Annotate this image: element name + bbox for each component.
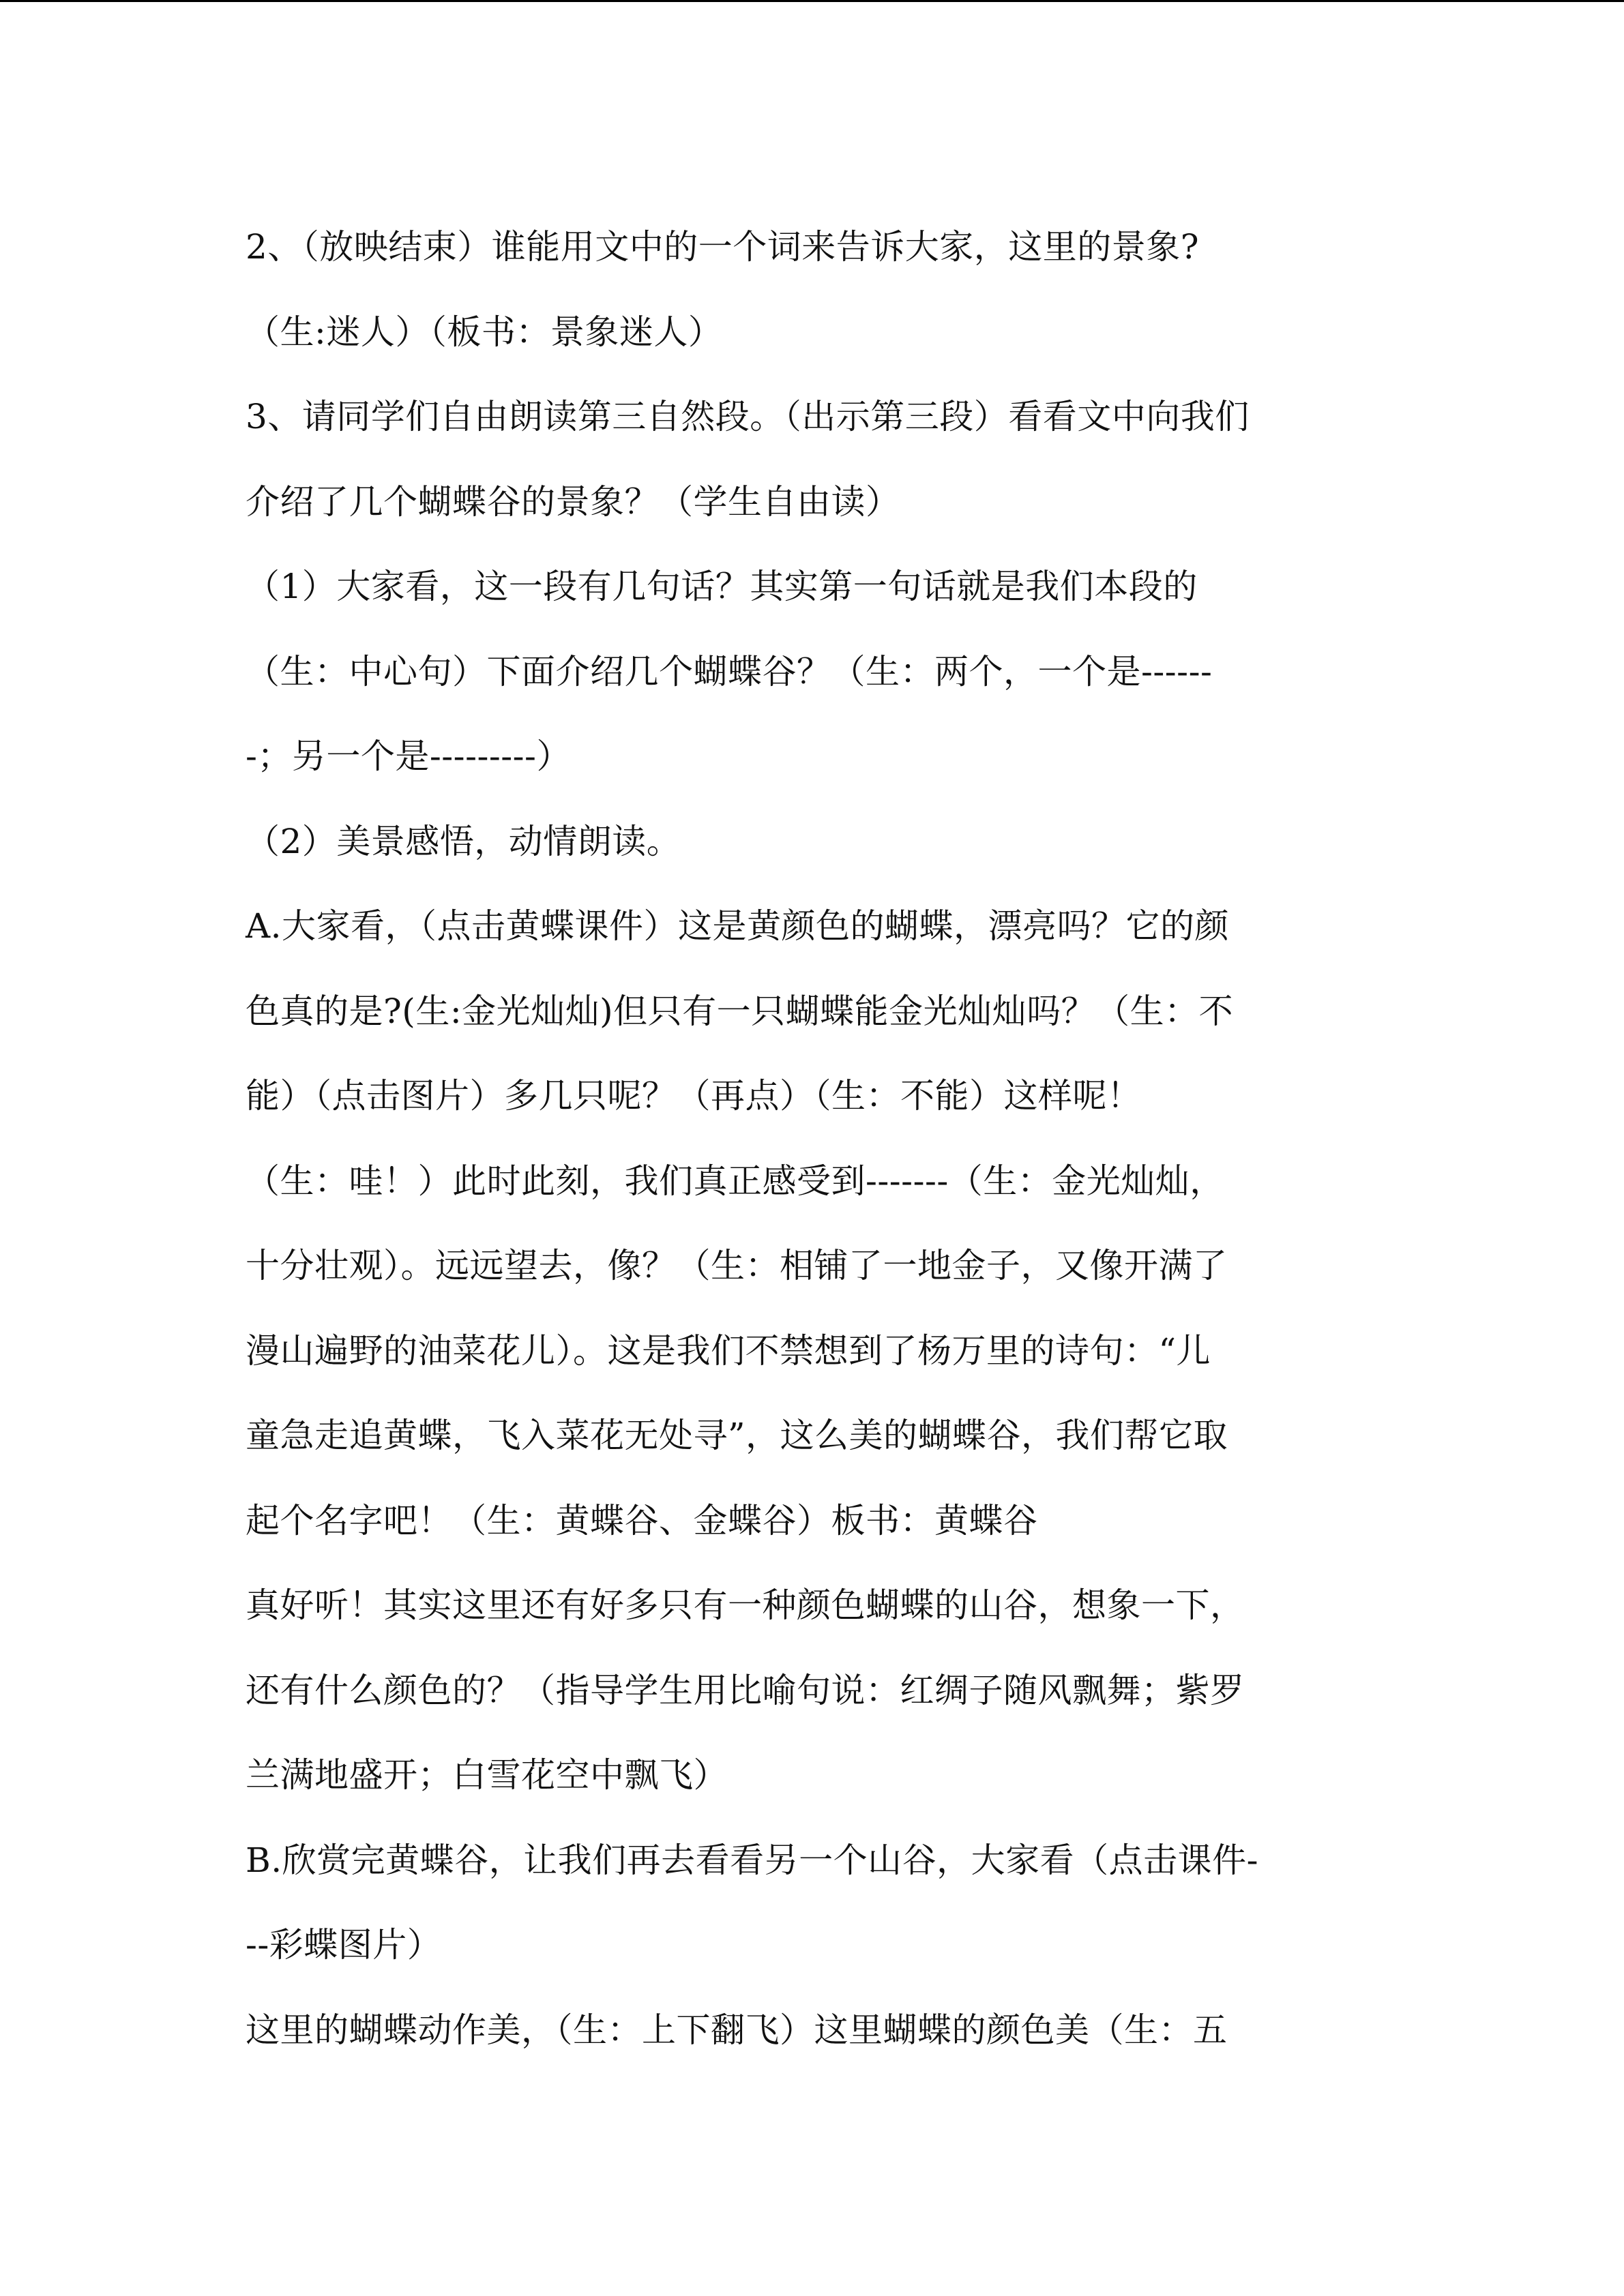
text-line: 这里的蝴蝶动作美，（生：上下翻飞）这里蝴蝶的颜色美（生：五 [246, 2010, 1228, 2050]
text-line: 3、请同学们自由朗读第三自然段。（出示第三段）看看文中向我们 [246, 397, 1250, 436]
text-line: 十分壮观）。远远望去，像？（生：相铺了一地金子，又像开满了 [246, 1246, 1228, 1285]
text-line: 介绍了几个蝴蝶谷的景象？（学生自由读） [246, 481, 900, 522]
text-line: （生：哇！）此时此刻，我们真正感受到-------（生：金光灿灿， [246, 1161, 1224, 1201]
text-line: A.大家看，（点击黄蝶课件）这是黄颜色的蝴蝶，漂亮吗？它的颜 [246, 906, 1230, 946]
text-line: （生:迷人）（板书：景象迷人） [246, 312, 723, 352]
text-line: （1）大家看，这一段有几句话？其实第一句话就是我们本段的 [246, 567, 1198, 606]
text-line: 真好听！其实这里还有好多只有一种颜色蝴蝶的山谷，想象一下， [246, 1585, 1245, 1625]
text-line: -；另一个是---------） [246, 736, 571, 776]
text-line: 还有什么颜色的？（指导学生用比喻句说：红绸子随风飘舞；紫罗 [246, 1670, 1245, 1710]
text-line: 能）（点击图片）多几只呢？（再点）（生：不能）这样呢！ [246, 1076, 1142, 1116]
text-line: --彩蝶图片） [246, 1925, 442, 1965]
text-line: （生：中心句）下面介绍几个蝴蝶谷？（生：两个，一个是------ [246, 651, 1213, 691]
text-line: 色真的是?(生:金光灿灿)但只有一只蝴蝶能金光灿灿吗？（生：不 [246, 991, 1234, 1031]
text-line: （2）美景感悟，动情朗读。 [246, 821, 681, 861]
document-body [246, 205, 1378, 2072]
text-line: B.欣赏完黄蝶谷，让我们再去看看另一个山谷，大家看（点击课件- [246, 1840, 1259, 1880]
text-line: 童急走追黄蝶，飞入菜花无处寻”，这么美的蝴蝶谷，我们帮它取 [246, 1416, 1228, 1455]
text-line: 兰满地盛开；白雪花空中飘飞） [246, 1755, 728, 1795]
text-line: 2、（放映结束）谁能用文中的一个词来告诉大家，这里的景象? [246, 227, 1200, 267]
text-line: 漫山遍野的油菜花儿）。这是我们不禁想到了杨万里的诗句：“儿 [246, 1330, 1211, 1371]
text-line: 起个名字吧！（生：黄蝶谷、金蝶谷）板书：黄蝶谷 [246, 1500, 1038, 1540]
page-top-border [0, 0, 1624, 2]
